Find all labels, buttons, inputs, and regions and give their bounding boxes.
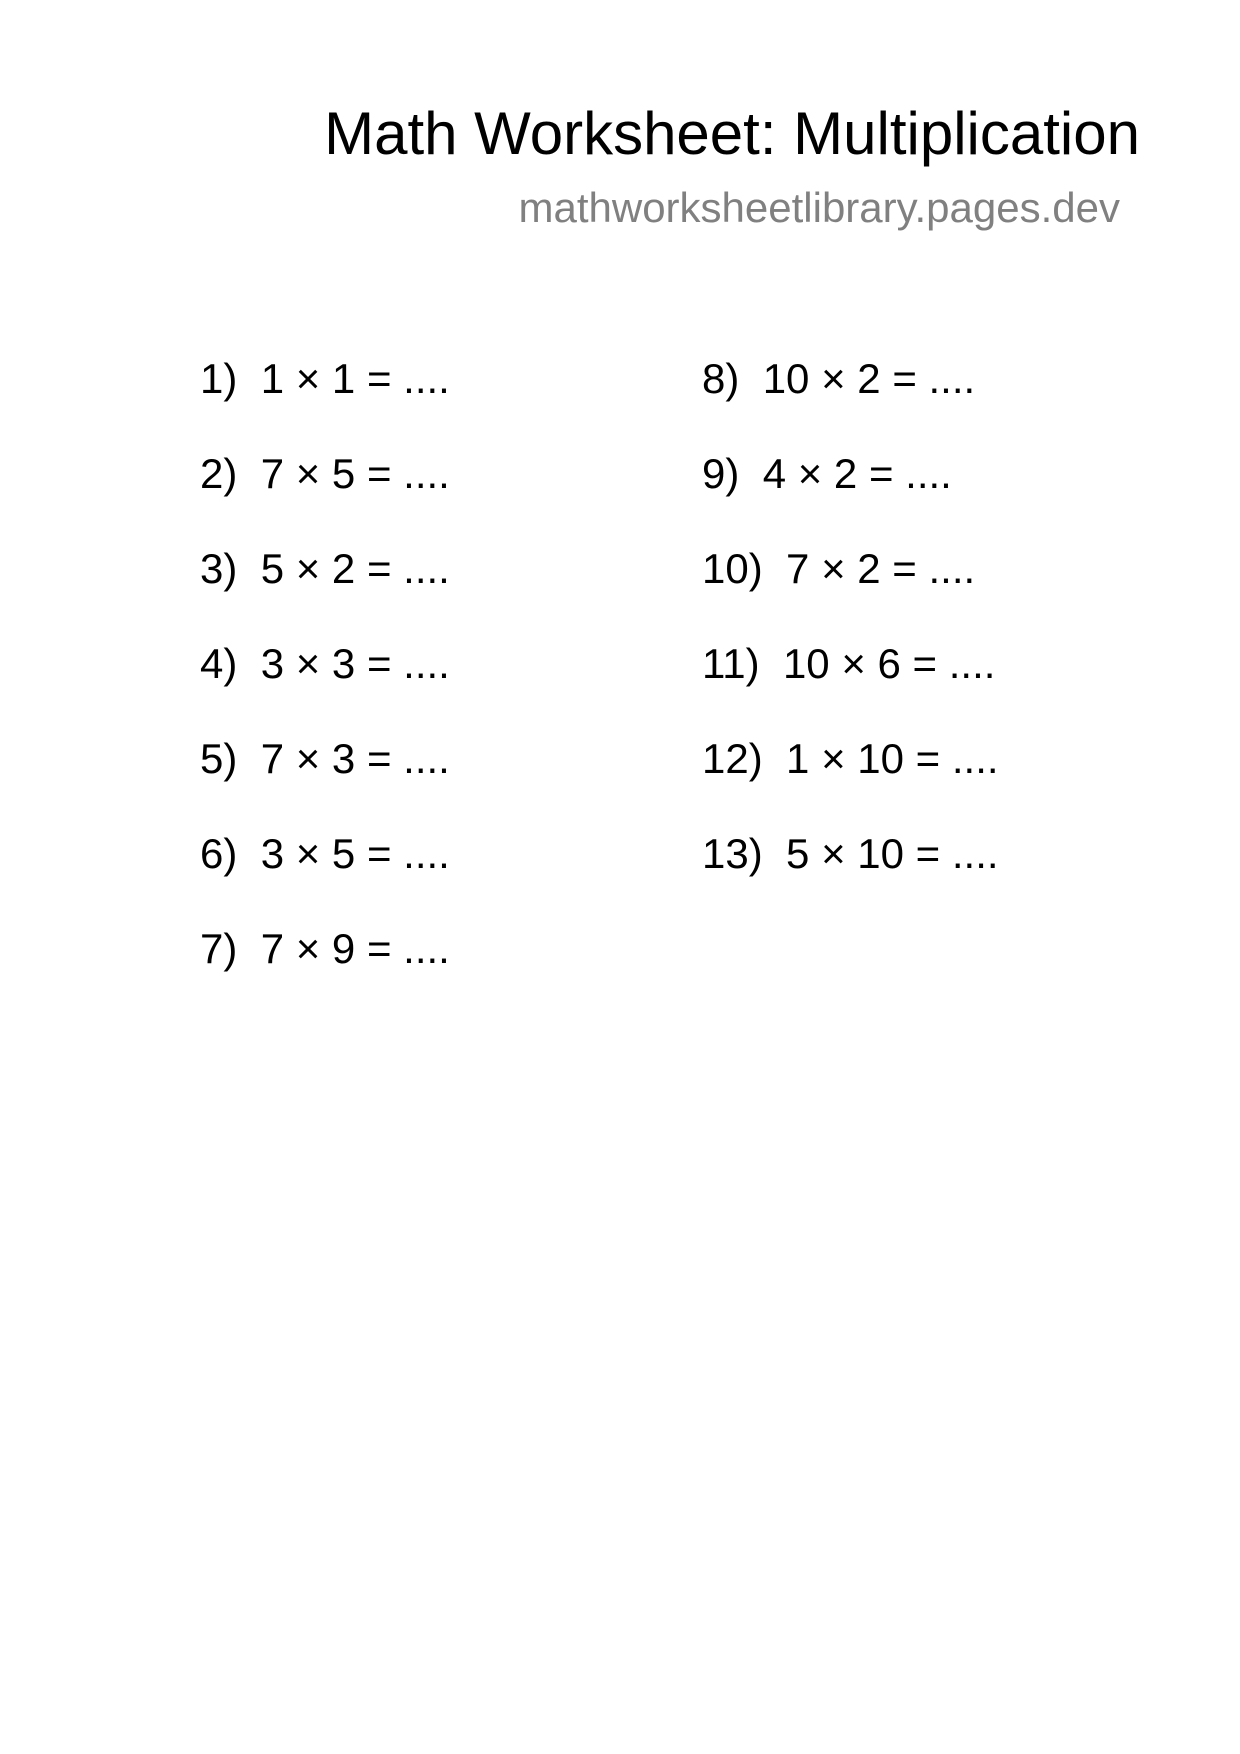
- problem-number: 13): [702, 830, 763, 877]
- problem-12: [702, 726, 999, 821]
- problem-6: [200, 821, 450, 916]
- problem-column-left: [200, 346, 450, 1011]
- problem-number: 6): [200, 830, 238, 877]
- problem-number: 4): [200, 640, 238, 687]
- problem-11: [702, 631, 999, 726]
- site-url: mathworksheetlibrary.pages.dev: [518, 184, 1120, 231]
- problem-8: [702, 346, 999, 441]
- problem-number: 5): [200, 735, 238, 782]
- problem-number: 12): [702, 735, 763, 782]
- problem-1: [200, 346, 450, 441]
- problem-number: 2): [200, 450, 238, 497]
- problem-expression: 1 × 10 = ....: [786, 735, 999, 782]
- problem-13: [702, 821, 999, 916]
- problem-number: 9): [702, 450, 740, 497]
- problem-expression: 7 × 5 = ....: [260, 450, 450, 497]
- problem-7: [200, 916, 450, 1011]
- problem-10: [702, 536, 999, 631]
- problem-number: 8): [702, 355, 740, 402]
- problem-expression: 7 × 2 = ....: [786, 545, 976, 592]
- problem-3: [200, 536, 450, 631]
- problem-expression: 7 × 3 = ....: [260, 735, 450, 782]
- problem-4: [200, 631, 450, 726]
- problem-expression: 3 × 5 = ....: [260, 830, 450, 877]
- page-title: Math Worksheet: Multiplication: [324, 100, 1140, 167]
- problem-5: [200, 726, 450, 821]
- problem-expression: 5 × 2 = ....: [260, 545, 450, 592]
- problem-expression: 7 × 9 = ....: [260, 925, 450, 972]
- problem-expression: 10 × 2 = ....: [762, 355, 976, 402]
- problem-number: 11): [702, 640, 760, 687]
- problem-expression: 3 × 3 = ....: [260, 640, 450, 687]
- problem-number: 10): [702, 545, 763, 592]
- problem-number: 7): [200, 925, 238, 972]
- problem-expression: 4 × 2 = ....: [762, 450, 952, 497]
- problem-9: [702, 441, 999, 536]
- problem-number: 1): [200, 355, 238, 402]
- problem-number: 3): [200, 545, 238, 592]
- problem-2: [200, 441, 450, 536]
- problem-expression: 1 × 1 = ....: [260, 355, 450, 402]
- problem-expression: 10 × 6 = ....: [782, 640, 996, 687]
- problem-column-right: [702, 346, 999, 916]
- problem-expression: 5 × 10 = ....: [786, 830, 999, 877]
